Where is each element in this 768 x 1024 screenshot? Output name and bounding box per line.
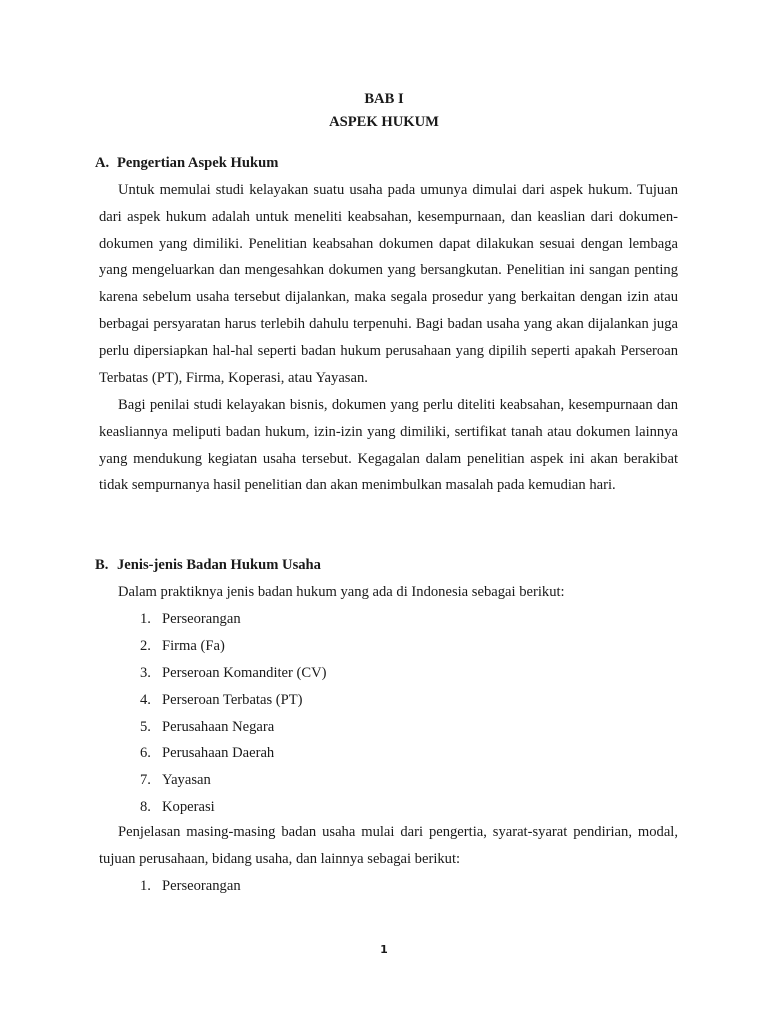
section-a-title: Pengertian Aspek Hukum: [117, 155, 279, 171]
chapter-label: BAB I: [364, 91, 404, 107]
section-a-paragraph-2: Bagi penilai studi kelayakan bisnis, dokumen yang perlu diteliti keabsahan, kesempurnaan dan keasliannya meliputi badan hukum, izin-izin yang dimiliki, sertifikat tanah atau dokumen lainnya yang mendukung kegiatan usaha tersebut. Kegagalan dalam penelitian aspek ini akan berakibat tidak sempurnanya hasil penelitian dan akan menimbulkan masalah pada kemudian hari.: [99, 397, 678, 494]
list-item: 6. Perusahaan Daerah: [140, 745, 275, 762]
page-number: 1: [380, 943, 388, 956]
section-b-explanation: Penjelasan masing-masing badan usaha mulai dari pengertia, syarat-syarat pendirian, modal, tujuan perusahaan, bidang usaha, dan lainnya sebagai berikut:: [99, 824, 678, 867]
explanation-list: [140, 876, 241, 903]
list-item: 5. Perusahaan Negara: [140, 718, 275, 735]
section-a-paragraph-1: Untuk memulai studi kelayakan suatu usaha pada umunya dimulai dari aspek hukum. Tujuan dari aspek hukum adalah untuk meneliti keabsahan, kesempurnaan, dan keaslian dari dokumen-dokumen yang dimiliki. Penelitian keabsahan dokumen dapat dilakukan sesuai dengan lembaga yang mengeluarkan dan mengesahkan dokumen yang bersangkutan. Penelitian ini sangan penting karena sebelum usaha tersebut dijalankan, maka segala prosedur yang berkaitan dengan izin atau berbagai persyaratan harus terlebih dahulu terpenuhi. Bagi badan usaha yang akan dijalankan juga perlu dipersiapkan hal-hal seperti badan hukum perusahaan yang dipilih seperti apakah Perseroan Terbatas (PT), Firma, Koperasi, atau Yayasan.: [99, 182, 678, 386]
list-item: 1. Perseorangan: [140, 611, 241, 627]
list-item: 7. Yayasan: [140, 772, 211, 789]
list-item: 3. Perseroan Komanditer (CV): [140, 664, 327, 681]
list-item: 8. Koperasi: [140, 799, 215, 816]
legal-entity-list: [140, 609, 327, 824]
section-b-title: Jenis-jenis Badan Hukum Usaha: [117, 557, 321, 573]
list-item: 2. Firma (Fa): [140, 637, 225, 654]
section-b-heading: [95, 557, 321, 574]
section-b-letter: B.: [95, 557, 109, 573]
section-b-intro: Dalam praktiknya jenis badan hukum yang ada di Indonesia sebagai berikut:: [118, 584, 565, 600]
list-item: 4. Perseroan Terbatas (PT): [140, 691, 303, 708]
list-item: 1. Perseorangan: [140, 878, 241, 894]
chapter-title: ASPEK HUKUM: [329, 114, 439, 130]
section-a-heading: [95, 155, 278, 172]
section-a-letter: A.: [95, 155, 110, 171]
